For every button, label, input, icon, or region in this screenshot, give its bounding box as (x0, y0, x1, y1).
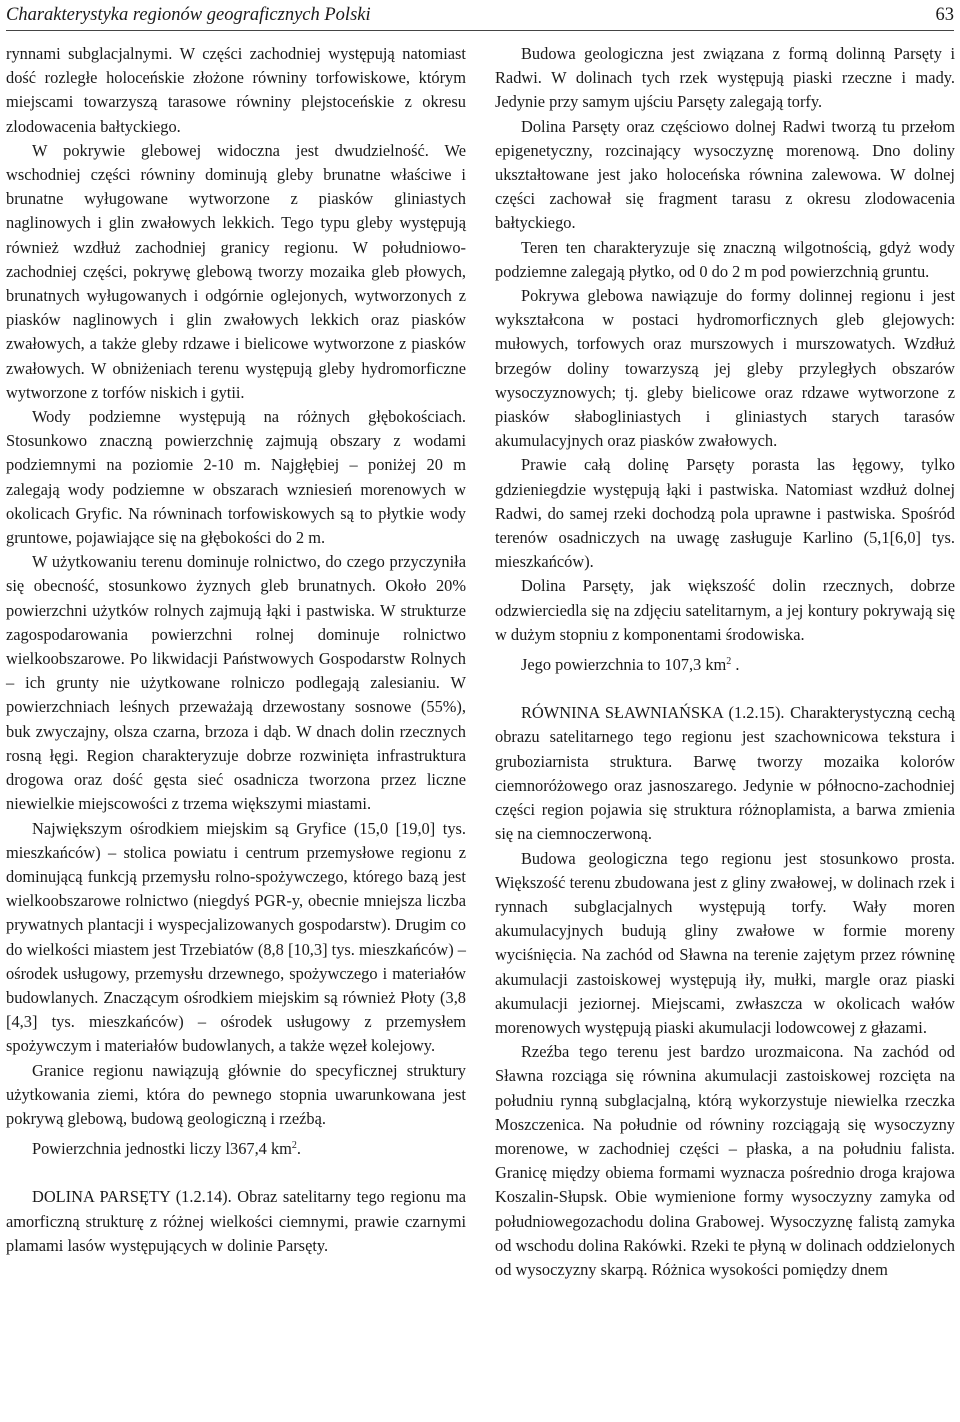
area-unit-exponent: 2 (726, 656, 732, 668)
paragraph-valley-form: Dolina Parsęty oraz częściowo dolnej Radwi tworzą tu przełom epigenetyczny, rozcinający wysoczyznę morenową. Dno doliny ukształtowane jest jako holoceńska równina zalewowa. W dolnej części zachował się fragment tarasu z okresu zlodowacenia bałtyckiego. (495, 116, 955, 233)
paragraph-relief: Rzeźba tego terenu jest bardzo urozmaicona. Na zachód od Sławna rozciąga się równina akumulacji zastoiskowej rozcięta na południu rynną subglacjalną, którą wykorzystuje niewielka rzeczka Moszczenica. Na południe od równiny rozciągają się wysoczyzny morenowe, w zachodniej części – płaska, a na południu falista. Granicę między obiema formami wyznacza pośrednio droga krajowa Koszalin-Słupsk. Obie wymienione formy wysoczyzny zamyka od południowegozachodu dolina Grabowej. Wysoczyznę falistą zamyka od wschodu dolina Rakówki. Rzeki te płyną w dolinach oddzielonych od wysoczyzny skarpą. Różnica wysokości pomiędzy dnem (495, 1042, 955, 1279)
paragraph-soils: W pokrywie glebowej widoczna jest dwudzielność. We wschodniej części równiny dominują gleby brunatne właściwe i brunatne wyługowane wytworzone z piasków gliniastych naglinowych i glin zwałowych lekkich. Tego typu gleby występują również wzdłuż zachodniej granicy regionu. W południowo-zachodniej części, pokrywę glebową tworzy mozaika gleb płowych, brunatnych wyługowanych i odgórnie oglejonych, wytworzonych z piasków naglinowych i glin zwałowych lekkich oraz piasków zwałowych, a także gleby rdzawe i bielicowe wytworzone z piasków zwałowych. W obniżeniach terenu występują gleby hydromorficzne wytworzone z torfów niskich i gytii. (6, 140, 466, 402)
paragraph-moisture: Teren ten charakteryzuje się znaczną wilgotnością, gdyż wody podziemne zalegają płytko, od 0 do 2 m pod powierzchnią gruntu. (495, 237, 955, 281)
right-column (495, 42, 955, 1282)
area-end: . (296, 1139, 302, 1159)
paragraph-land-use: W użytkowaniu terenu dominuje rolnictwo, do czego przyczyniła się obecność, stosunkowo żyznych gleb brunatnych. Około 20% powierzchni użytków rolnych zajmują łąki i pastwiska. W strukturze zagospodarowania powierzchni rolnej dominuje rolnictwo wielkoobszarowe. Po likwidacji Państwowych Gospodarstw Rolnych – ich grunty nie użytkowane rolniczo podlegają zalesianiu. W powierzchniach leśnych przeważają drzewostany sosnowe (55%), buk zwyczajny, olsza czarna, brzoza i dąb. W dnach dolin rzecznych rosną łęgi. Region charakteryzuje dobrze rozwinięta infrastruktura drogowa oraz dość gęsta sieć osadnicza tworzona przez liczne niewielkie miejscowości z trzema większymi miastami. (6, 552, 466, 814)
area-statement (6, 1137, 466, 1161)
area-text: Jego powierzchnia to 107,3 km (521, 655, 727, 675)
area-unit-exponent: 2 (291, 1140, 297, 1152)
running-header (6, 0, 954, 31)
paragraph-towns: Największym ośrodkiem miejskim są Gryfice (15,0 [19,0] tys. mieszkańców) – stolica powiatu i centrum przemysłowe regionu z dominującą funkcją przemysłu rolno-spożywczego, którego bazą jest wielkoobszarowe rolnictwo (niegdyś PGR-y, obecnie mniejsza liczba prywatnych plantacji i wyspecjalizowanych gospodarstw). Drugim co do wielkości miastem jest Trzebiatów (8,8 [10,3] tys. mieszkańców) – ośrodek usługowy, przemysłu drzewnego, spożywczego i materiałów budowlanych. Znaczącym ośrodkiem miejskim są również Płoty (3,8 [4,3] tys. mieszkańców) – ośrodek usługowy z przemysłem spożywczym i materiałów budowlanych, a także węzeł kolejowy. (6, 818, 466, 1056)
page-number: 63 (935, 5, 954, 25)
paragraph-groundwater: Wody podziemne występują na różnych głębokościach. Stosunkowo znaczną powierzchnię zajmują obszary z wodami podziemnymi na poziomie 2-10 m. Najgłębiej – poniżej 20 m zalegają wody podziemne w obszarach wzniesień morenowych w okolicach Gryfic. Na równinach torfowiskowych są to płytkie wody gruntowe, pojawiające się na głębokości do 2 m. (6, 407, 466, 548)
running-title: Charakterystyka regionów geograficznych Polski (6, 5, 371, 25)
area-text: Powierzchnia jednostki liczy l367,4 km (32, 1139, 292, 1159)
paragraph-satellite-view: Dolina Parsęty, jak większość dolin rzecznych, dobrze odzwierciedla się na zdjęciu satelitarnym, a jej kontury pokrywają się w dużym stopniu z komponentami środowiska. (495, 576, 955, 644)
paragraph-soil-cover: Pokrywa glebowa nawiązuje do formy dolinnej regionu i jest wykształcona w postaci hydromorficznych gleb glejowych: mułowych, torfowych oraz murszowych i murszowatych. Wzdłuż brzegów doliny towarzyszą jej gleby przyległych obszarów wysoczyznowych; tj. gleby bielicowe oraz rdzawe wytworzone z piasków słabogliniastych i gliniastych starych tarasów akumulacyjnych oraz piasków zwałowych. (495, 286, 955, 451)
paragraph-geology: Budowa geologiczna jest związana z formą dolinną Parsęty i Radwi. W dolinach tych rzek występują piaski rzeczne i mady. Jedynie przy samym ujściu Parsęty zalegają torfy. (495, 44, 955, 112)
paragraph-geology-2: Budowa geologiczna tego regionu jest stosunkowo prosta. Większość terenu zbudowana jest z gliny zwałowej, w dolinach rzek i rynnach subglacjalnych występują torfy. Wały moren akumulacyjnych budują gliny zwałowe w formie moreny wyciśnięcia. Na zachód od Sławna na terenie zajętym przez równinę akumulacji zastoiskowej występują iły, mułki, margle oraz piaski akumulacji jeziornej. Miejscami, zwłaszcza w okolicach wałów morenowych występują piaski akumulacji lodowcowej z głazami. (495, 848, 955, 1037)
section-dolina-parsety: DOLINA PARSĘTY (1.2.14). Obraz satelitarny tego regionu ma amorficzną strukturę z różnej wielkości ciemnymi, prawie czarnymi plamami lasów występujących w dolinie Parsęty. (6, 1187, 466, 1255)
paragraph-continued: rynnami subglacjalnymi. W części zachodniej występują natomiast dość rozległe holoceńskie złożone równiny torfowiskowe, którym miejscami towarzyszą tarasowe równiny plejstoceńskie z okresu zlodowacenia bałtyckiego. (6, 44, 466, 136)
left-column (6, 42, 466, 1258)
section-rownina-slawnianska: RÓWNINA SŁAWNIAŃSKA (1.2.15). Charakterystyczną cechą obrazu satelitarnego tego regionu jest szachownicowa tekstura i gruboziarnista struktura. Barwę tworzy mozaika kolorów ciemnoróżowego oraz jasnoszarego. Jedynie w północno-zachodniej części region pojawia się struktura różnoplamista, a barwa zmienia się na ciemnoczerwoną. (495, 703, 955, 844)
paragraph-boundaries: Granice regionu nawiązują głównie do specyficznej struktury użytkowania ziemi, która do pewnego stopnia uwarunkowana jest pokrywą glebową, budową geologiczną i rzeźbą. (6, 1060, 466, 1128)
paragraph-vegetation: Prawie całą dolinę Parsęty porasta las łęgowy, tylko gdzieniegdzie występują łąki i pastwiska. Natomiast wzdłuż dolnej Radwi, do samej rzeki dochodzą pola uprawne i pastwiska. Spośród terenów osadniczych na uwagę zasługuje Karlino (5,1[6,0] tys. mieszkańców). (495, 455, 955, 572)
area-statement (495, 653, 955, 677)
area-end: . (731, 655, 740, 675)
